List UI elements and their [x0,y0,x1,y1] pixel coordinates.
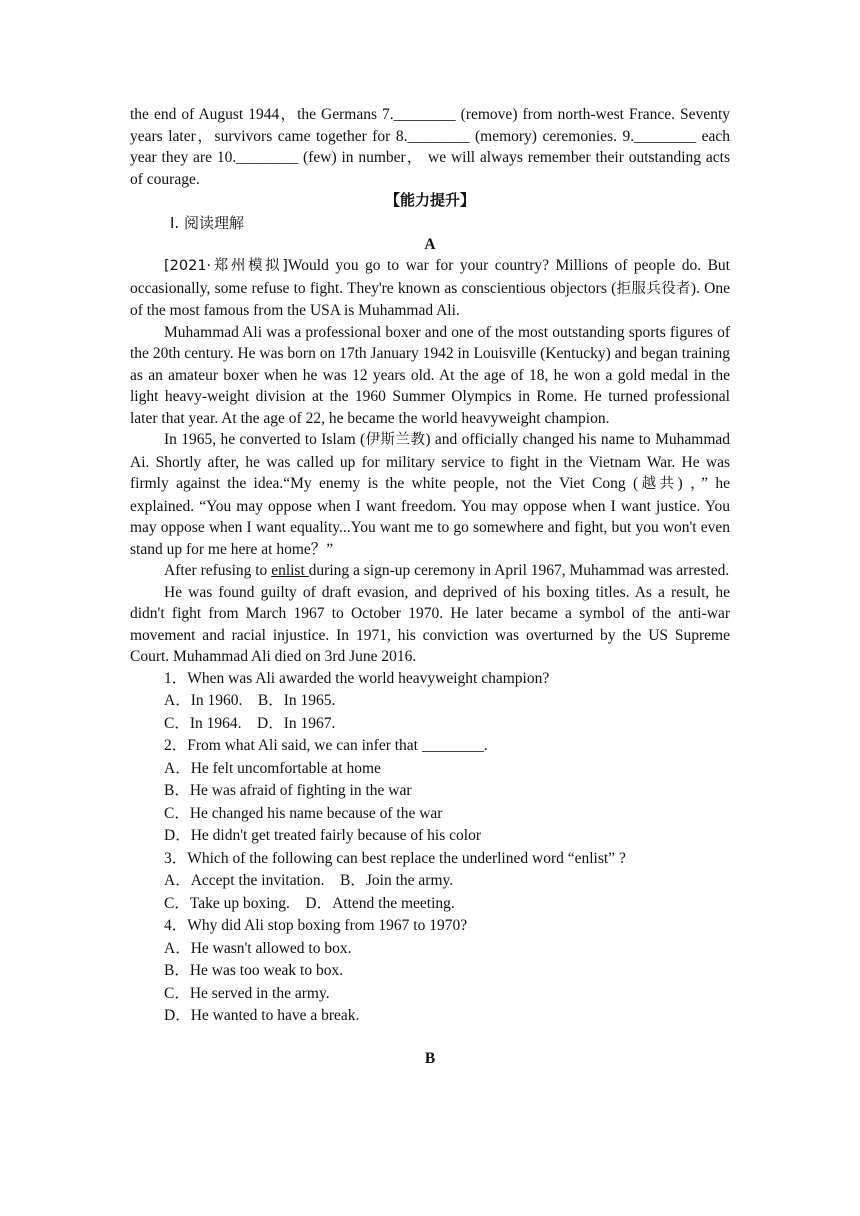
document-page [130,104,730,1069]
p3-gloss-2: 越共 [638,476,678,492]
question-stem: 1．When was Ali awarded the world heavyweight champion? [164,669,550,687]
p3-part-c: ) ，” he explained. “You may oppose when I want freedom. You may oppose when I want justice. You may oppose when I want equality...You want me to go somewhere and fight, but you won't even stand up for me here at home？” [130,475,731,558]
passage-a-paragraph-2: Muhammad Ali was a professional boxer and one of the most outstanding sports figures of the 20th century. He was born on 17th January 1942 in Louisville (Kentucky) and began training as an amateur boxer when he was 12 years old. At the age of 18, he won a gold medal in the light heavy-weight division at the 1960 Summer Olympics in Rome. He turned professional later that year. At the age of 22, he became the world heavyweight champion. [130,323,730,427]
question-option: A．In 1960. B．In 1965. [164,692,336,709]
question-option: A．He felt uncomfortable at home [164,759,381,777]
passage-a-paragraph-5: He was found guilty of draft evasion, and deprived of his boxing titles. As a result, he didn't fight from March 1967 to October 1970. He later became a symbol of the anti-war movement and racial injustice. In 1971, his conviction was overturned by the US Supreme Court. Muhammad Ali died on 3rd June 2016. [130,583,730,665]
spacer [130,1028,730,1048]
passage-a-label: A [424,235,436,253]
intro-paragraph: the end of August 1944，the Germans 7.________ (remove) from north-west France. Seventy years later，survivors came together for 8.________ (memory) ceremonies. 9.________ each year they are 10.________ (few) in number， we will always remember their outstanding acts of courage. [130,106,730,188]
question-option: C．In 1964. D．In 1967. [164,714,336,732]
p3-part-a: In 1965, he converted to Islam ( [164,431,366,448]
question-option: D．He didn't get treated fairly because of his color [164,827,481,844]
p1-gloss: 拒服兵役者 [616,280,691,297]
question-stem: 4．Why did Ali stop boxing from 1967 to 1970? [164,917,468,934]
underlined-word-enlist: enlist [271,562,309,579]
question-stem: 3．Which of the following can best replace the underlined word “enlist” ? [164,849,626,867]
passage-a-paragraph-1 [130,255,730,322]
question-list [130,668,730,1028]
question-option: C．Take up boxing. D．Attend the meeting. [164,894,455,912]
question-stem: 2．From what Ali said, we can infer that ________. [164,737,488,754]
question-2 [130,735,730,848]
p1-tail: ). One of the most famous from the USA is Muhammad Ali. [130,279,730,319]
passage-a-paragraph-3 [130,429,730,560]
p1-text: Would you go to war for your country? Millions of people do. But occasionally, some refuse to fight. They're known as conscientious objectors ( [130,257,730,297]
question-option: D．He wanted to have a break. [164,1007,360,1024]
p3-part-b: ) and officially changed his name to Muhammad Ai. Shortly after, he was called up for military service to fight in the Vietnam War. He was firmly against the idea.“My enemy is the white people, not the Viet Cong ( [130,431,731,492]
p3-gloss-1: 伊斯兰教 [365,432,426,448]
p4-part-b: during a sign-up ceremony in April 1967, Muhammad was arrested. [308,562,730,579]
section-subtitle: Ⅰ. 阅读理解 [170,213,244,232]
question-4 [130,915,730,1028]
passage-b-label: B [424,1049,436,1067]
question-option: A．Accept the invitation. B．Join the army. [164,872,454,889]
question-1 [130,668,730,736]
section-title: 【能力提升】 [384,191,475,209]
question-3 [130,848,730,916]
question-option: C．He served in the army. [164,984,330,1002]
question-option: C．He changed his name because of the war [164,804,443,822]
question-option: B．He was too weak to box. [164,962,344,979]
source-tag: [2021·郑州模拟] [164,258,288,274]
question-option: A．He wasn't allowed to box. [164,939,352,957]
question-option: B．He was afraid of fighting in the war [164,782,412,799]
passage-a-paragraph-4 [130,560,730,582]
p4-part-a: After refusing to [164,562,272,579]
